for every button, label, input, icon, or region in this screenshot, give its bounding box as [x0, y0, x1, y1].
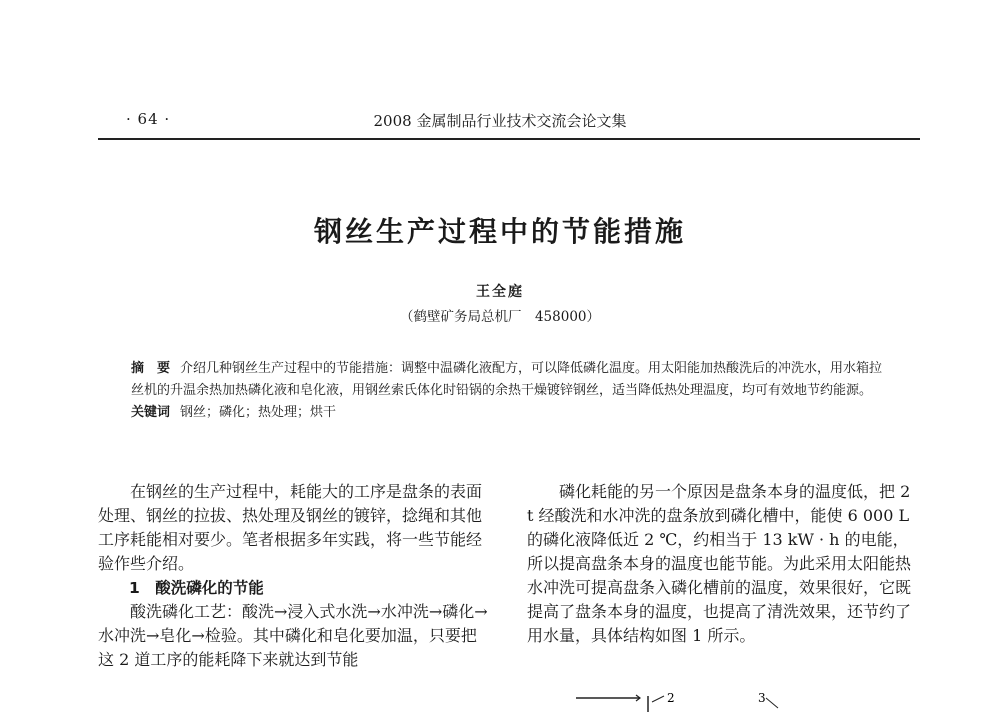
keywords	[131, 402, 891, 424]
abstract-block	[131, 358, 891, 424]
keywords-label: 关键词	[131, 405, 171, 420]
abstract-label: 摘 要	[131, 361, 171, 376]
abstract-text: 介绍几种钢丝生产过程中的节能措施：调整中温磷化液配方，可以降低磷化温度。用太阳能加热酸洗后的冲洗水，用水箱拉丝机的升温余热加热磷化液和皂化液，用钢丝索氏体化时铅锅的余热干燥镀锌钢丝，适当降低热处理温度，均可有效地节约能源。	[131, 361, 883, 398]
body-paragraph: 磷化耗能的另一个原因是盘条本身的温度低，把 2 t 经酸洗和水冲洗的盘条放到磷化槽中，能使 6 000 L 的磷化液降低近 2 ℃，约相当于 13 kW · h 的电能，所以提高盘条本身的温度也能节能。为此采用太阳能热水冲洗可提高盘条入磷化槽前的温度，效果很好，它既提高了盘条本身的温度，也提高了清洗效果，还节约了用水量，具体结构如图 1 所示。	[527, 482, 912, 645]
figure-label-3: 3	[758, 691, 766, 705]
author: 王全庭	[476, 284, 524, 300]
page-number: · 64 ·	[126, 110, 171, 128]
header-rule	[98, 138, 920, 140]
running-header: 2008 金属制品行业技术交流会论文集	[373, 112, 627, 130]
figure-label-2: 2	[667, 691, 675, 705]
figure-1	[540, 690, 840, 712]
right-column	[527, 480, 920, 648]
affiliation: （鹤壁矿务局总机厂 458000）	[399, 309, 601, 325]
body-paragraph: 酸洗磷化工艺：酸洗→浸入式水洗→水冲洗→磷化→水冲洗→皂化→检验。其中磷化和皂化要加温，只要把这 2 道工序的能耗降下来就达到节能	[98, 602, 488, 669]
article-title: 钢丝生产过程中的节能措施	[313, 215, 686, 248]
figure-leader	[652, 696, 664, 702]
figure-leader	[766, 698, 778, 708]
left-column	[98, 480, 490, 672]
body-paragraph: 在钢丝的生产过程中，耗能大的工序是盘条的表面处理、钢丝的拉拔、热处理及钢丝的镀锌，捻绳和其他工序耗能相对要少。笔者根据多年实践，将一些节能经验作些介绍。	[98, 482, 483, 573]
keywords-text: 钢丝；磷化；热处理；烘干	[180, 405, 337, 420]
section-heading: 1 酸洗磷化的节能	[129, 579, 264, 597]
abstract	[131, 358, 891, 402]
